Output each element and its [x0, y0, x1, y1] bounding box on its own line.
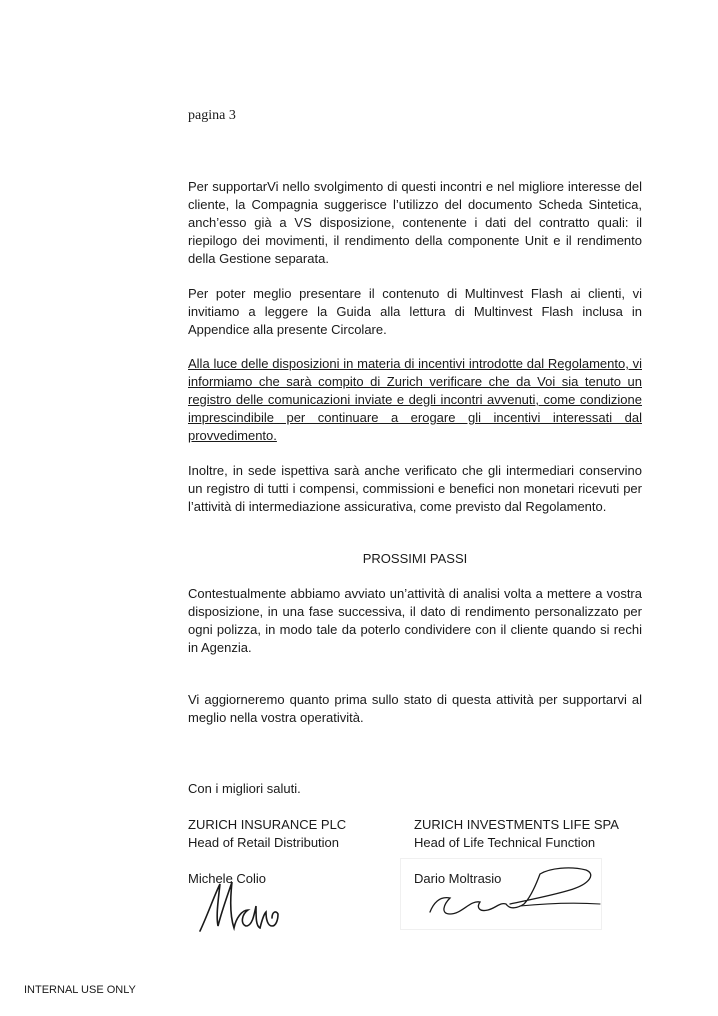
- signatory-role: Head of Life Technical Function: [414, 835, 596, 850]
- signatory-role: Head of Retail Distribution: [188, 835, 340, 850]
- signatory-company: ZURICH INSURANCE PLC: [188, 817, 347, 832]
- paragraph-text: , anch’esso già a VS disposizione, contenente i dati del contratto quali: il riepilogo dei movimenti, il rendimento della componente Unit e il rendimento della Gestione separata.: [188, 197, 642, 266]
- handwritten-signature-left: [190, 876, 290, 938]
- internal-use-label: INTERNAL USE ONLY: [24, 984, 136, 996]
- paragraph-aggiornamento: Vi aggiorneremo quanto prima sullo stato di questa attività per supportarvi al meglio nella vostra operatività.: [188, 692, 642, 725]
- signatory-name: Michele Colio: [188, 871, 267, 886]
- paragraph-registro: Inoltre, in sede ispettiva sarà anche verificato che gli intermediari conservino un registro di tutti i compensi, commissioni e benefici non monetari ricevuti per l’attività di intermediazione assicurativa, come previsto dal Regolamento.: [188, 463, 642, 514]
- paragraph-scheda-sintetica: [188, 178, 642, 268]
- handwritten-signature-right: [410, 860, 610, 930]
- paragraph-incentivi: Alla luce delle disposizioni in materia di incentivi introdotte dal Regolamento, vi informiamo che sarà compito di Zurich verificare che da Voi sia tenuto un registro delle comunicazioni inviate e degli incontri avvenuti, come condizione imprescindibile per continuare a erogare gli incentivi interessati dal provvedimento.: [188, 356, 642, 443]
- signatory-company: ZURICH INVESTMENTS LIFE SPA: [414, 817, 619, 832]
- paragraph-text: Per poter meglio presentare il contenuto di Multinvest Flash ai clienti, vi invitiamo a leggere la: [188, 286, 642, 319]
- bold-term: Scheda Sintetica: [538, 197, 639, 212]
- bold-term: Guida alla lettura di Multinvest Flash: [336, 304, 574, 319]
- paragraph-text: Per supportarVi nello svolgimento di questi incontri e nel migliore interesse del cliente, la Compagnia suggerisce l’utilizzo del documento: [188, 179, 642, 212]
- paragraph-text: inclusa in Appendice alla presente Circolare.: [188, 304, 642, 337]
- page-number: pagina 3: [188, 108, 236, 123]
- paragraph-guida: [188, 285, 642, 339]
- signatory-name: Dario Moltrasio: [414, 871, 502, 886]
- paragraph-analisi: Contestualmente abbiamo avviato un’attività di analisi volta a mettere a vostra disposizione, in una fase successiva, il dato di rendimento personalizzato per ogni polizza, in modo tale da poterlo condividere con il cliente quando si rechi in Agenzia.: [188, 586, 642, 655]
- section-heading: PROSSIMI PASSI: [362, 551, 468, 566]
- closing-salutation: Con i migliori saluti.: [188, 781, 301, 796]
